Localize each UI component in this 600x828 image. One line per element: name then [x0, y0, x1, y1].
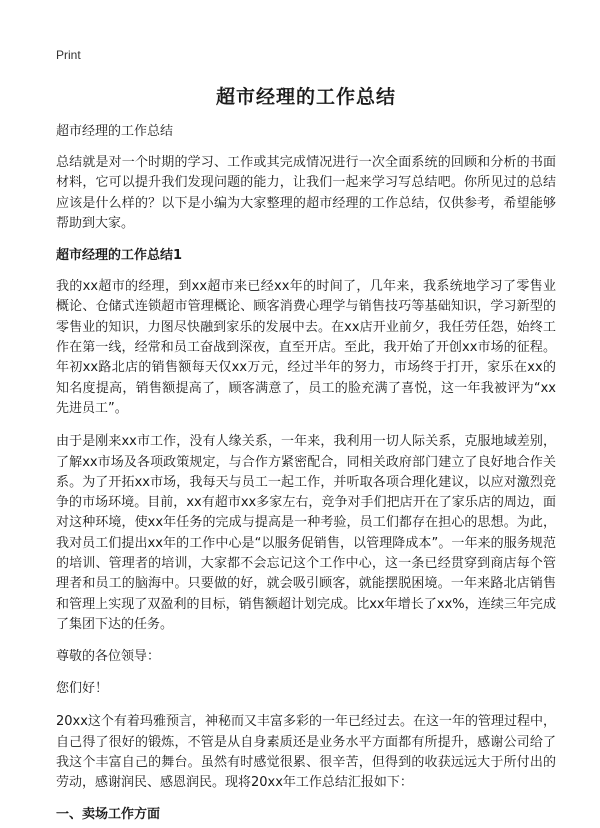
- greeting-line: 尊敬的各位领导：: [56, 649, 161, 665]
- hello-line: 您们好！: [56, 681, 109, 697]
- section-2-heading: 一、卖场工作方面: [56, 807, 161, 823]
- section-1-paragraph-3: 20xx这个有着玛雅预言，神秘而又丰富多彩的一年已经过去。在这一年的管理过程中，自己得了很好的锻炼，不管是从自身素质还是业务水平方面都有所提升，感谢公司给了我这个丰富自己的舞台。虽然有时感觉很累、很辛苦，但得到的收获远远大于所付出的劳动，感谢润民、感恩润民。现将20xx年工作总结汇报如下：: [56, 714, 556, 791]
- section-1-paragraph-1: 我的xx超市的经理，到xx超市来已经xx年的时间了，几年来，我系统地学习了零售业概论、仓储式连锁超市管理概论、顾客消费心理学与销售技巧等基础知识，学习新型的零售业的知识，力图尽快融到家乐的发展中去。在xx店开业前夕，我任劳任怨，始终工作在第一线，经常和员工奋战到深夜，直至开店。至此，我开始了开创xx市场的征程。年初xx路北店的销售额每天仅xx万元，经过半年的努力，市场终于打开，家乐在xx的知名度提高，销售额提高了，顾客满意了，员工的脸充满了喜悦，这一年我被评为“xx先进员工”。: [56, 279, 556, 416]
- print-link[interactable]: Print: [56, 48, 81, 62]
- page-title: 超市经理的工作总结: [215, 86, 396, 108]
- document-subtitle: 超市经理的工作总结: [56, 124, 174, 139]
- section-1-paragraph-2: 由于是刚来xx市工作，没有人缘关系，一年来，我利用一切人际关系，克服地域差别，了解xx市场及各项政策规定，与合作方紧密配合，同相关政府部门建立了良好地合作关系。为了开拓xx市场，我每天与员工一起工作，并听取各项合理化建议，以应对激烈竞争的市场环境。目前，xx有超市xx多家左右，竞争对手们把店开在了家乐店的周边，面对这种环境，使xx年任务的完成与提高是一种考验，员工们都存在担心的思想。为此，我对员工们提出xx年的工作中心是“以服务促销售，以管理降成本”。一年来的服务规范的培训、管理者的培训，大家都不会忘记这个工作中心，这一条已经贯穿到商店每个管理者和员工的脑海中。只要做的好，就会吸引顾客，就能摆脱困境。一年来路北店销售和管理上实现了双盈利的目标，销售额超计划完成。比xx年增长了xx%，连续三年完成了集团下达的任务。: [56, 434, 556, 632]
- intro-paragraph: 总结就是对一个时期的学习、工作或其完成情况进行一次全面系统的回顾和分析的书面材料，它可以提升我们发现问题的能力，让我们一起来学习写总结吧。你所见过的总结应该是什么样的？以下是小编为大家整理的超市经理的工作总结，仅供参考，希望能够帮助到大家。: [56, 155, 556, 231]
- section-1-heading: 超市经理的工作总结1: [56, 248, 183, 264]
